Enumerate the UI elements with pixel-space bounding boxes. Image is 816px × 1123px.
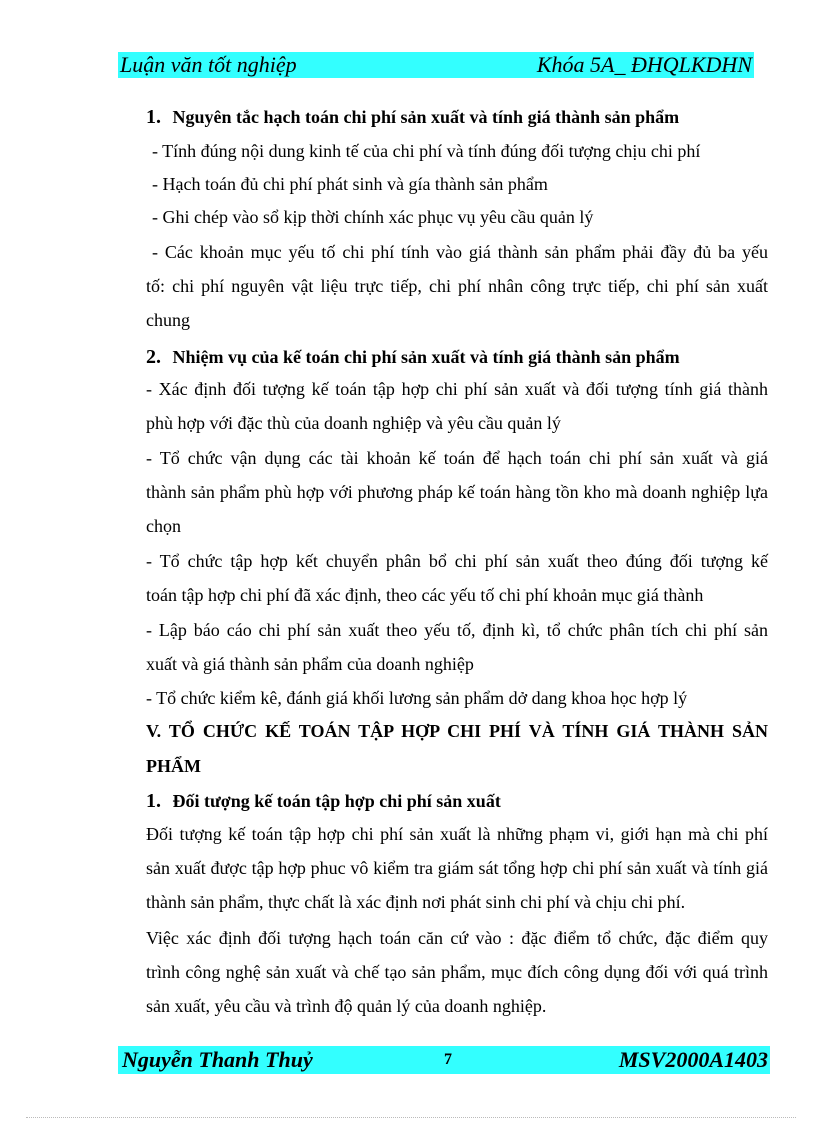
section1-item: - Tính đúng nội dung kinh tế của chi phí và tính đúng đối tượng chịu chi phí — [152, 141, 701, 161]
section3-line: thành sản phẩm, thực chất là xác định nơi phát sinh chi phí và chịu chi phí. — [146, 892, 686, 912]
section1-title: Nguyên tắc hạch toán chi phí sản xuất và tính giá thành sản phẩm — [172, 107, 680, 127]
section3-line: Đối tượng kế toán tập hợp chi phí sản xuất là những phạm vi, giới hạn mà chi phí — [146, 824, 768, 844]
section1-paragraph-line: chung — [146, 310, 190, 330]
section1-paragraph-line: tố: chi phí nguyên vật liệu trực tiếp, chi phí nhân công trực tiếp, chi phí sản xuất — [146, 276, 768, 296]
header-title-right: Khóa 5A_ ĐHQLKDHN — [536, 52, 752, 77]
section2-line: - Tổ chức vận dụng các tài khoản kế toán để hạch toán chi phí sản xuất và giá — [146, 448, 768, 468]
footer-student-id: MSV2000A1403 — [618, 1047, 768, 1072]
section3-line: Việc xác định đối tượng hạch toán căn cứ vào : đặc điểm tổ chức, đặc điểm quy — [146, 928, 768, 948]
section1-item: - Ghi chép vào sổ kịp thời chính xác phục vụ yêu cầu quản lý — [152, 207, 594, 227]
header-title-left: Luận văn tốt nghiệp — [120, 52, 297, 77]
sectionV-heading-line1: V. TỔ CHỨC KẾ TOÁN TẬP HỢP CHI PHÍ VÀ TÍNH GIÁ THÀNH SẢN — [146, 721, 768, 741]
section2-line: - Tổ chức kiểm kê, đánh giá khối lương sản phẩm dở dang khoa học hợp lý — [146, 688, 688, 708]
section2-line: toán tập hợp chi phí đã xác định, theo các yếu tố chi phí khoản mục giá thành — [146, 585, 704, 605]
section2-line: thành sản phẩm phù hợp với phương pháp kế toán hàng tồn kho mà doanh nghiệp lựa — [146, 482, 768, 502]
page-header — [118, 52, 754, 78]
sectionV-heading-line2: PHẨM — [146, 756, 201, 776]
page-footer — [118, 1046, 770, 1074]
section3-line: sản xuất được tập hợp phuc vô kiểm tra giám sát tổng hợp chi phí sản xuất và tính giá — [146, 858, 768, 878]
section3-number: 1. — [146, 790, 161, 812]
section2-line: chọn — [146, 516, 181, 536]
footer-author: Nguyễn Thanh Thuỷ — [122, 1047, 313, 1072]
section2-line: phù hợp với đặc thù của doanh nghiệp và yêu cầu quản lý — [146, 413, 561, 433]
section2-number: 2. — [146, 346, 161, 368]
page-bottom-divider — [26, 1117, 796, 1118]
section1-heading — [146, 106, 679, 129]
section1-number: 1. — [146, 106, 161, 128]
section3-title: Đối tượng kế toán tập hợp chi phí sản xuất — [172, 791, 501, 811]
section2-line: - Xác định đối tượng kế toán tập hợp chi phí sản xuất và đối tượng tính giá thành — [146, 379, 768, 399]
footer-page-number: 7 — [444, 1051, 452, 1068]
section2-line: xuất và giá thành sản phẩm của doanh nghiệp — [146, 654, 474, 674]
section2-line: - Lập báo cáo chi phí sản xuất theo yếu tố, định kì, tổ chức phân tích chi phí sản — [146, 620, 768, 640]
section3-heading — [146, 790, 501, 813]
section2-title: Nhiệm vụ của kế toán chi phí sản xuất và tính giá thành sản phẩm — [172, 347, 680, 367]
section1-item: - Hạch toán đủ chi phí phát sinh và gía thành sản phẩm — [152, 174, 548, 194]
section2-heading — [146, 346, 680, 369]
section3-line: sản xuất, yêu cầu và trình độ quản lý của doanh nghiệp. — [146, 996, 547, 1016]
section2-line: - Tổ chức tập hợp kết chuyển phân bổ chi phí sản xuất theo đúng đối tượng kế — [146, 551, 768, 571]
section3-line: trình công nghệ sản xuất và chế tạo sản phẩm, mục đích công dụng đối với quá trình — [146, 962, 768, 982]
section1-paragraph-line: - Các khoản mục yếu tố chi phí tính vào giá thành sản phẩm phải đầy đủ ba yếu — [152, 242, 768, 262]
